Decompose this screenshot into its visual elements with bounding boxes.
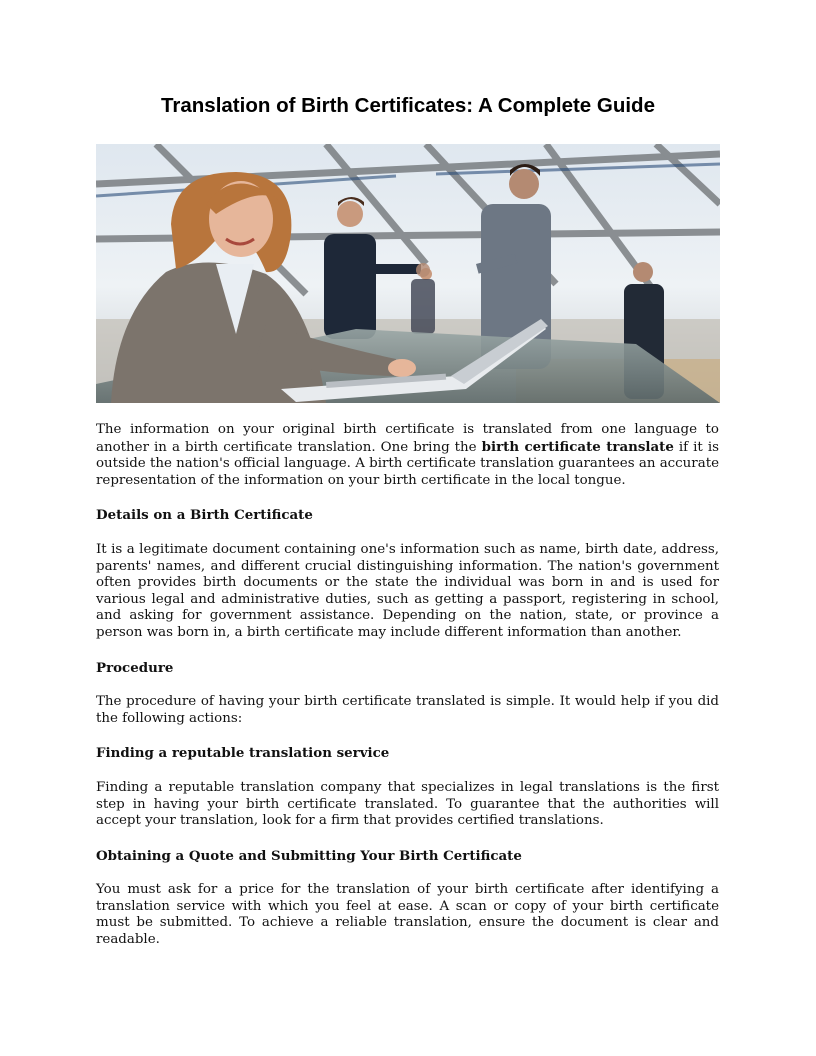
section-heading: Obtaining a Quote and Submitting Your Birth Certificate (96, 847, 522, 864)
section-body: It is a legitimate document containing one's information such as name, birth date, address, parents' names, and different crucial distinguishing information. The nation's government often provides birth documents or the state the individual was born in and is used for various legal and administrative duties, such as getting a passport, registering in school, and asking for government assistance. Depending on the nation, state, or province a person was born in, a birth certificate may include different information than another. (96, 541, 719, 640)
section-body: You must ask for a price for the translation of your birth certificate after identifying a translation service with which you feel at ease. A scan or copy of your birth certificate must be submitted. To achieve a reliable translation, ensure the document is clear and readable. (96, 882, 719, 948)
article-body (96, 422, 719, 949)
section-heading: Details on a Birth Certificate (96, 507, 313, 524)
hero-image (96, 144, 720, 403)
section-body: The procedure of having your birth certificate translated is simple. It would help if you did the following actions: (96, 694, 719, 726)
intro-text-end: if it is outside the nation's official language. A birth certificate translation guarantees an accurate representation of the information on your birth certificate in the local tongue. (96, 439, 719, 488)
section-heading: Procedure (96, 659, 174, 676)
section-heading: Finding a reputable translation service (96, 745, 390, 762)
section-body: Finding a reputable translation company that specializes in legal translations is the first step in having your birth certificate translated. To guarantee that the authorities will accept your translation, look for a firm that provides certified translations. (96, 779, 719, 829)
birth-certificate-translate-link[interactable]: birth certificate translate (481, 438, 674, 455)
intro-text-start: The information on your original birth certificate is translated from one language to another in a birth certificate translation. One bring the (96, 422, 719, 455)
intro-paragraph (96, 422, 719, 489)
page-title: Translation of Birth Certificates: A Complete Guide (161, 94, 655, 117)
